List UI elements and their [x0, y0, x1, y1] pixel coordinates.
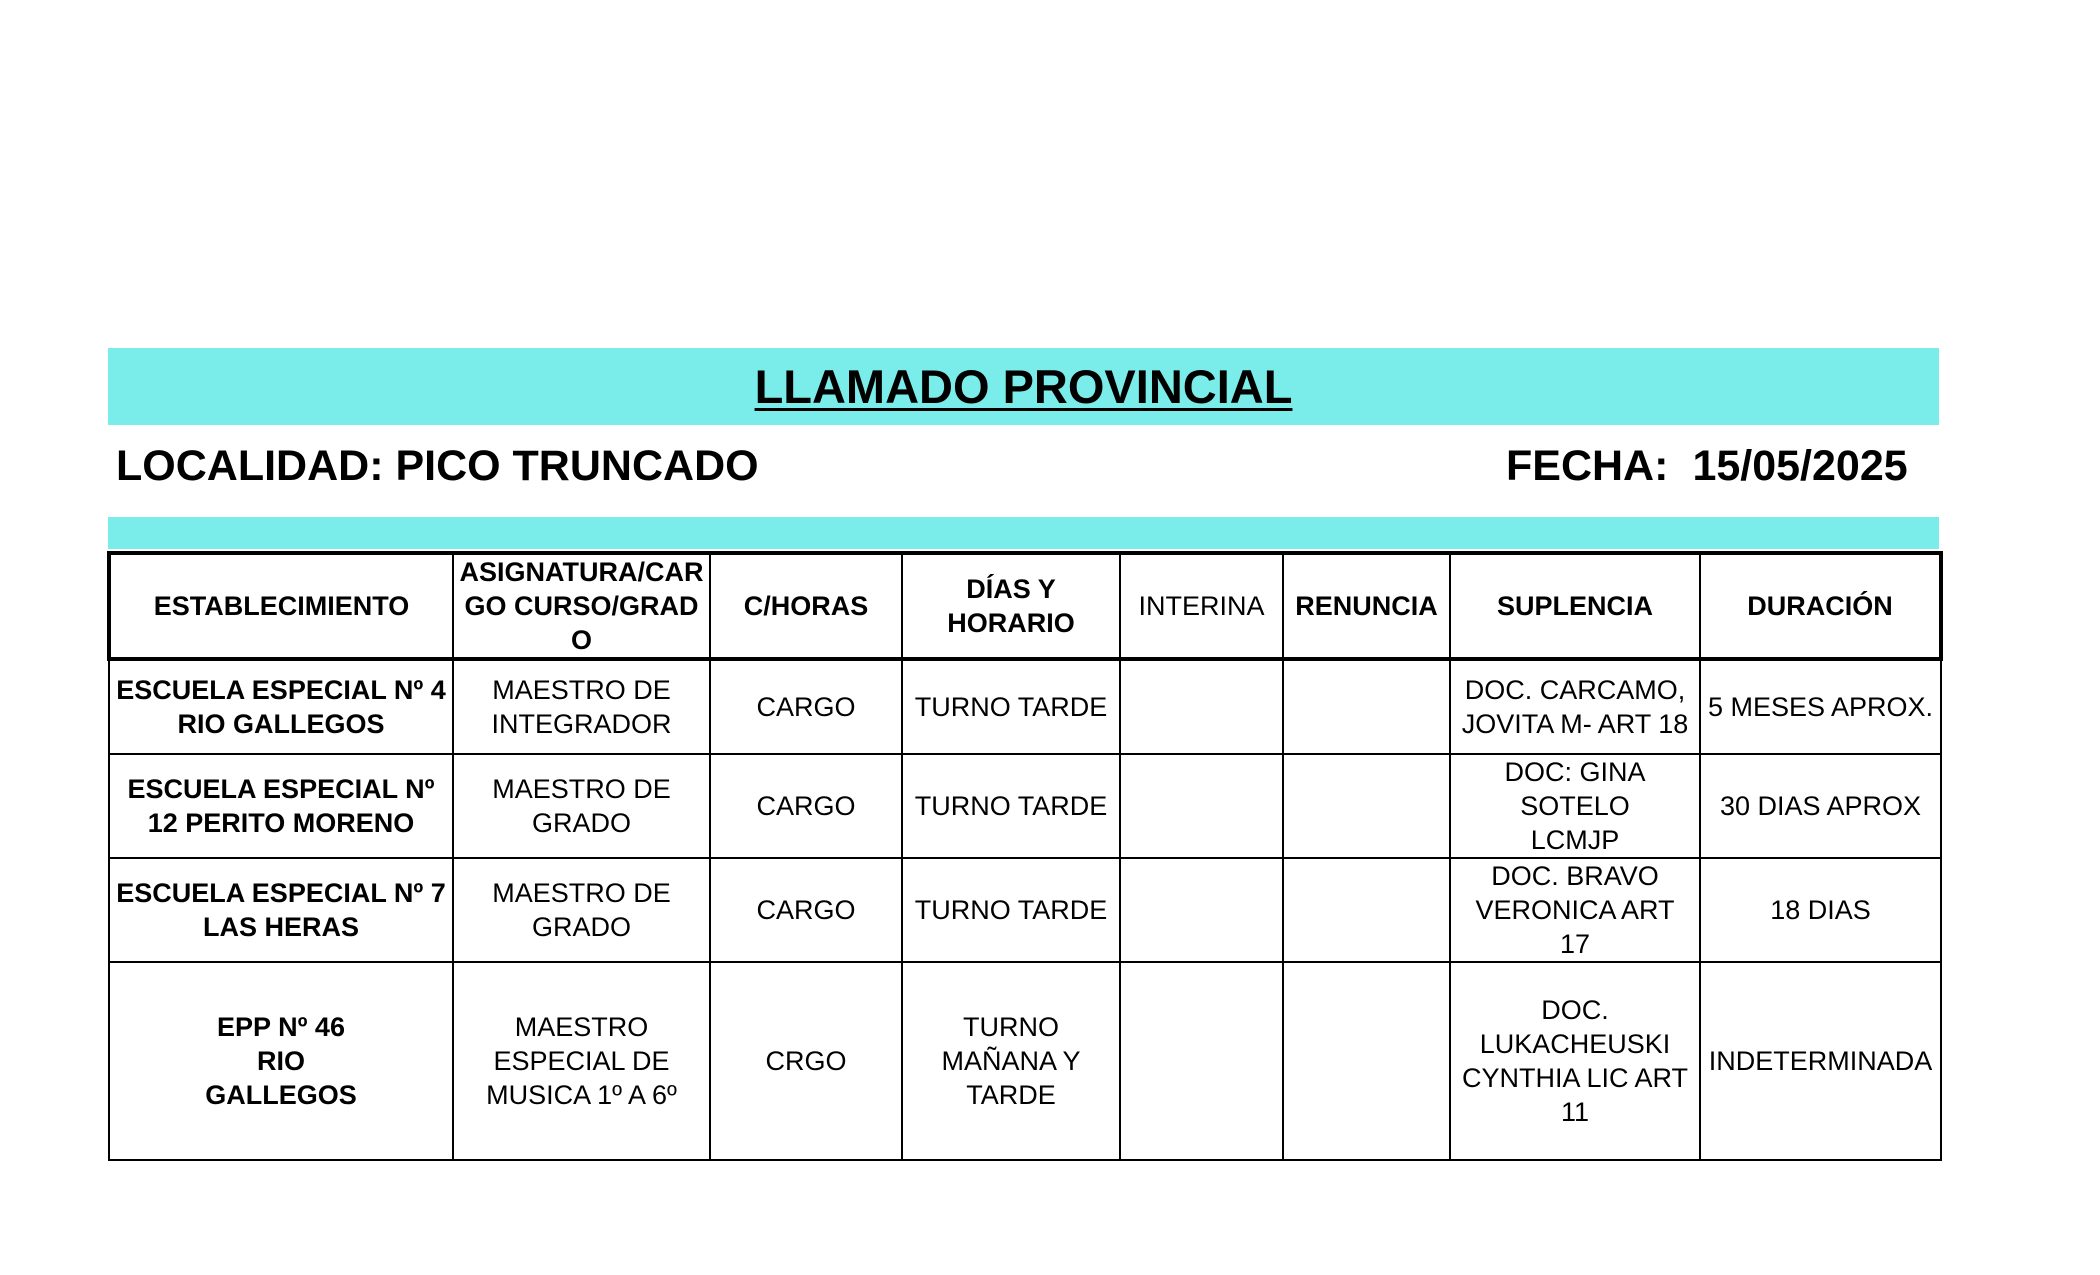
cell-asignatura: MAESTRO ESPECIAL DE MUSICA 1º A 6º [453, 962, 710, 1160]
cell-renuncia [1283, 754, 1450, 858]
cell-suplencia: DOC: GINA SOTELO LCMJP [1450, 754, 1700, 858]
fecha-value: 15/05/2025 [1692, 442, 1908, 490]
cell-suplencia: DOC. LUKACHEUSKI CYNTHIA LIC ART 11 [1450, 962, 1700, 1160]
cell-suplencia: DOC. CARCAMO, JOVITA M- ART 18 [1450, 659, 1700, 754]
header-choras: C/HORAS [710, 553, 902, 659]
cell-duracion: 18 DIAS [1700, 858, 1941, 962]
localidad-label: LOCALIDAD: PICO TRUNCADO [116, 442, 759, 490]
fecha-label: FECHA: [1506, 442, 1669, 490]
header-interina: INTERINA [1120, 553, 1283, 659]
header-dias-horario: DÍAS Y HORARIO [902, 553, 1120, 659]
cell-renuncia [1283, 659, 1450, 754]
cell-establecimiento: ESCUELA ESPECIAL Nº 4 RIO GALLEGOS [109, 659, 453, 754]
separator-band [108, 517, 1939, 549]
cell-choras: CRGO [710, 962, 902, 1160]
cell-interina [1120, 754, 1283, 858]
table-header-row [109, 553, 1941, 659]
title-band [108, 348, 1939, 425]
cell-choras: CARGO [710, 659, 902, 754]
cell-dias-horario: TURNO TARDE [902, 754, 1120, 858]
cell-asignatura: MAESTRO DE INTEGRADOR [453, 659, 710, 754]
cell-establecimiento: ESCUELA ESPECIAL Nº 12 PERITO MORENO [109, 754, 453, 858]
cell-choras: CARGO [710, 754, 902, 858]
cell-asignatura: MAESTRO DE GRADO [453, 754, 710, 858]
header-establecimiento: ESTABLECIMIENTO [109, 553, 453, 659]
table-row [109, 659, 1941, 754]
cell-interina [1120, 858, 1283, 962]
cell-suplencia: DOC. BRAVO VERONICA ART 17 [1450, 858, 1700, 962]
cell-duracion: 30 DIAS APROX [1700, 754, 1941, 858]
header-suplencia: SUPLENCIA [1450, 553, 1700, 659]
cell-establecimiento: EPP Nº 46 RIO GALLEGOS [109, 962, 453, 1160]
table-row [109, 962, 1941, 1160]
header-renuncia: RENUNCIA [1283, 553, 1450, 659]
page-title: LLAMADO PROVINCIAL [754, 360, 1293, 413]
table-row [109, 754, 1941, 858]
cell-interina [1120, 659, 1283, 754]
cell-duracion: 5 MESES APROX. [1700, 659, 1941, 754]
cell-dias-horario: TURNO TARDE [902, 659, 1120, 754]
cell-renuncia [1283, 962, 1450, 1160]
header-asignatura: ASIGNATURA/CARGO CURSO/GRADO [453, 553, 710, 659]
cell-choras: CARGO [710, 858, 902, 962]
cell-dias-horario: TURNO TARDE [902, 858, 1120, 962]
header-duracion: DURACIÓN [1700, 553, 1941, 659]
cell-renuncia [1283, 858, 1450, 962]
cell-dias-horario: TURNO MAÑANA Y TARDE [902, 962, 1120, 1160]
table-row [109, 858, 1941, 962]
cell-establecimiento: ESCUELA ESPECIAL Nº 7 LAS HERAS [109, 858, 453, 962]
cell-interina [1120, 962, 1283, 1160]
fecha-info [1506, 442, 1908, 491]
cell-duracion: INDETERMINADA [1700, 962, 1941, 1160]
vacancies-table [107, 551, 1943, 1161]
cell-asignatura: MAESTRO DE GRADO [453, 858, 710, 962]
